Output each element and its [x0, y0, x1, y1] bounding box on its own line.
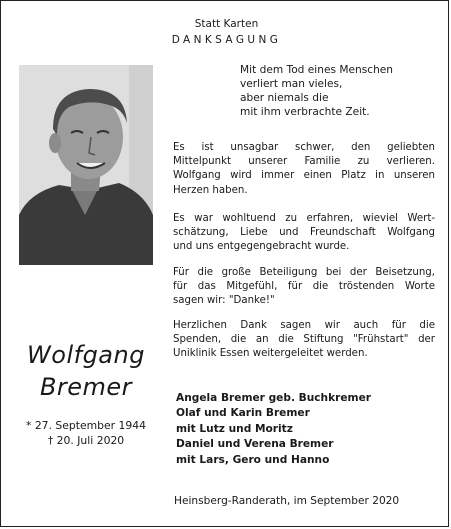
poem: [240, 63, 440, 119]
place-date-footer: Heinsberg-Randerath, im September 2020: [174, 495, 400, 507]
signer-line: Olaf und Karin Bremer: [176, 407, 310, 420]
signer-line: Angela Bremer geb. Buchkremer: [176, 392, 372, 404]
signer-line: Daniel und Verena Bremer: [176, 438, 334, 451]
signer-line: mit Lars, Gero und Hanno: [176, 453, 330, 466]
poem-line: aber niemals die: [240, 92, 329, 104]
deceased-last-name: Bremer: [39, 373, 133, 401]
text-line: und uns entgegengebracht wurde.: [173, 241, 350, 253]
text-line: für das Mitgefühl, für die tröstenden Worte: [173, 281, 435, 293]
text-line: Uniklinik Essen weitergeleitet werden.: [173, 348, 368, 360]
text-line: sagen wir: "Danke!": [173, 295, 275, 307]
text-line: schätzung, Liebe und Freundschaft Wolfgang: [173, 227, 435, 239]
header-danksagung: DANKSAGUNG: [171, 34, 282, 46]
signer-line: mit Lutz und Moritz: [176, 422, 293, 435]
birth-date: * 27. September 1944: [25, 419, 147, 432]
text-line: Es war wohltuend zu erfahren, wieviel Wert-: [173, 213, 435, 224]
portrait-illustration: [19, 65, 153, 265]
paragraph-1: [173, 141, 435, 198]
poem-line: verliert man vieles,: [240, 78, 343, 90]
deceased-first-name: Wolfgang: [27, 341, 145, 369]
text-line: Es ist unsagbar schwer, den geliebten: [173, 142, 435, 153]
text-line: Für die große Beteiligung bei der Beisetzung,: [173, 267, 435, 278]
portrait-photo: [19, 65, 153, 265]
signers-list: [176, 391, 436, 468]
paragraph-3: [173, 266, 435, 309]
paragraph-2: [173, 212, 435, 255]
text-line: Wolfgang wird immer einen Platz in unseren: [173, 170, 435, 182]
death-date: † 20. Juli 2020: [47, 434, 125, 447]
text-line: Herzlichen Dank sagen wir auch für die: [173, 320, 435, 331]
text-line: Herzen haben.: [173, 184, 248, 196]
header-statt-karten: Statt Karten: [194, 18, 259, 30]
poem-line: mit ihm verbrachte Zeit.: [240, 106, 370, 118]
text-line: Mittelpunkt unserer Familie zu verlieren.: [173, 156, 435, 168]
text-line: Spenden, die an die Stiftung "Frühstart" der: [173, 334, 435, 346]
poem-line: Mit dem Tod eines Menschen: [240, 64, 394, 76]
paragraph-4: [173, 319, 435, 362]
